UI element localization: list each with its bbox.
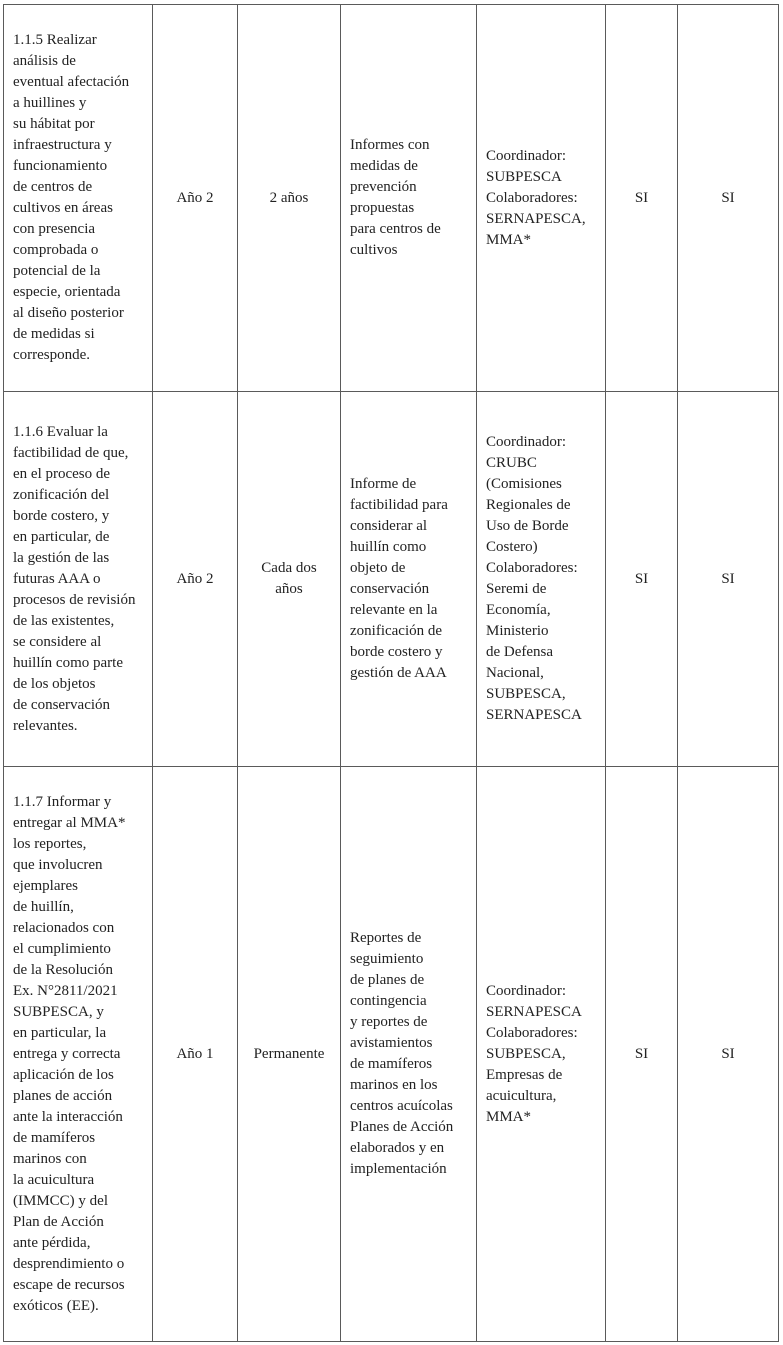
action-cell: 1.1.5 Realizar análisis de eventual afectación a huillines y su hábitat por infraestructura y funcionamiento de centros de cultivos en áreas con presencia comprobada o potencial de la especie, orientada al diseño posterior de medidas si corresponde. xyxy=(4,5,153,392)
flag-cell-2: SI xyxy=(678,392,779,767)
duration-cell: 2 años xyxy=(238,5,341,392)
duration-cell: Permanente xyxy=(238,767,341,1342)
table-row xyxy=(4,392,779,767)
action-plan-table xyxy=(3,4,779,1342)
actors-cell: Coordinador: SUBPESCA Colaboradores: SERNAPESCA, MMA* xyxy=(477,5,606,392)
actors-cell: Coordinador: SERNAPESCA Colaboradores: SUBPESCA, Empresas de acuicultura, MMA* xyxy=(477,767,606,1342)
flag-cell-2: SI xyxy=(678,767,779,1342)
start-cell: Año 1 xyxy=(153,767,238,1342)
action-cell: 1.1.6 Evaluar la factibilidad de que, en el proceso de zonificación del borde costero, y en particular, de la gestión de las futuras AAA o procesos de revisión de las existentes, se considere al huillín como parte de los objetos de conservación relevantes. xyxy=(4,392,153,767)
flag-cell-2: SI xyxy=(678,5,779,392)
table-row xyxy=(4,767,779,1342)
table-row xyxy=(4,5,779,392)
action-cell: 1.1.7 Informar y entregar al MMA* los reportes, que involucren ejemplares de huillín, relacionados con el cumplimiento de la Resolución Ex. N°2811/2021 SUBPESCA, y en particular, la entrega y correcta aplicación de los planes de acción ante la interacción de mamíferos marinos con la acuicultura (IMMCC) y del Plan de Acción ante pérdida, desprendimiento o escape de recursos exóticos (EE). xyxy=(4,767,153,1342)
start-cell: Año 2 xyxy=(153,5,238,392)
indicator-cell: Informes con medidas de prevención propuestas para centros de cultivos xyxy=(341,5,477,392)
flag-cell-1: SI xyxy=(606,392,678,767)
indicator-cell: Informe de factibilidad para considerar al huillín como objeto de conservación relevante en la zonificación de borde costero y gestión de AAA xyxy=(341,392,477,767)
actors-cell: Coordinador: CRUBC (Comisiones Regionales de Uso de Borde Costero) Colaboradores: Seremi de Economía, Ministerio de Defensa Nacional, SUBPESCA, SERNAPESCA xyxy=(477,392,606,767)
indicator-cell: Reportes de seguimiento de planes de contingencia y reportes de avistamientos de mamíferos marinos en los centros acuícolas Planes de Acción elaborados y en implementación xyxy=(341,767,477,1342)
start-cell: Año 2 xyxy=(153,392,238,767)
duration-cell: Cada dos años xyxy=(238,392,341,767)
flag-cell-1: SI xyxy=(606,767,678,1342)
flag-cell-1: SI xyxy=(606,5,678,392)
